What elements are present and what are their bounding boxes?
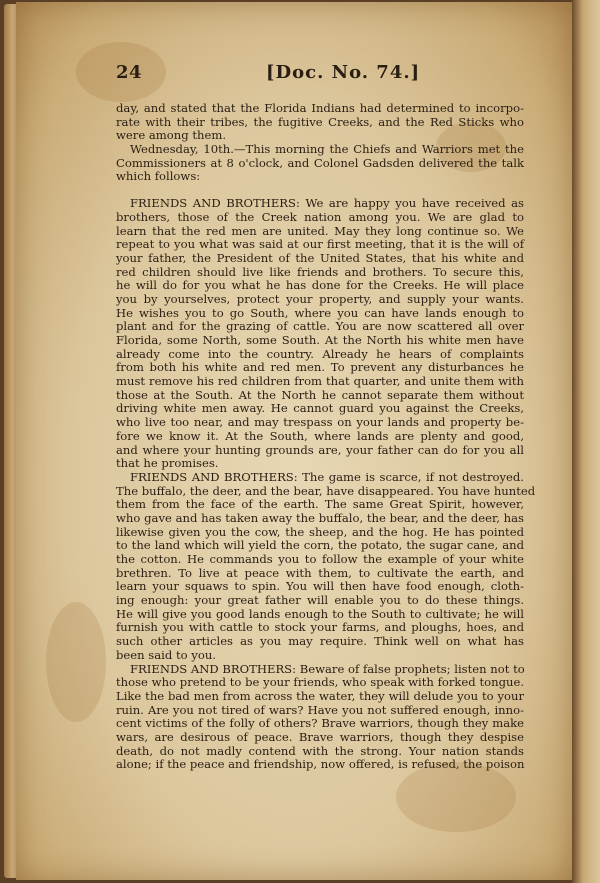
text-line: you by yourselves, protect your property, and supply your wants. [116, 291, 524, 306]
text-line: red children should live like friends and brothers. To secure this, [116, 264, 524, 279]
text-line: repeat to you what was said at our first meeting, that it is the will of [116, 237, 524, 252]
text-line: brethren. To live at peace with them, to cultivate the earth, and [116, 565, 524, 580]
text-line: and where your hunting grounds are, your father can do for you all [116, 442, 524, 457]
text-line: rate with their tribes, the fugitive Creeks, and the Red Sticks who [116, 114, 524, 129]
text-line: the cotton. He commands you to follow the example of your white [116, 552, 524, 566]
text-line: plant and for the grazing of cattle. You are now scattered all over [116, 319, 524, 334]
text-line: been said to you. [116, 647, 216, 662]
text-line: Wednesday, 10th.—This morning the Chiefs and Warriors met the [130, 142, 524, 157]
facing-page-edge [572, 0, 600, 883]
text-line: He will give you good lands enough to the South to cultivate; he will [116, 606, 524, 621]
text-line: ing enough: your great father will enable you to do these things. [116, 593, 524, 608]
text-line: who live too near, and may trespass on your lands and property be- [116, 415, 524, 430]
text-line: were among them. [116, 128, 226, 143]
text-line: Commissioners at 8 o'clock, and Colonel Gadsden delivered the talk [116, 155, 524, 170]
text-line: FRIENDS AND BROTHERS: The game is scarce, if not destroyed. [130, 469, 524, 484]
text-line: your father, the President of the United States, that his white and [116, 250, 524, 265]
text-line: day, and stated that the Florida Indians had determined to incorpo- [116, 101, 524, 115]
text-line: He wishes you to go South, where you can have lands enough to [116, 305, 524, 320]
text-line: fore we know it. At the South, where lands are plenty and good, [116, 428, 524, 443]
text-line: already come into the country. Already he hears of complaints [116, 346, 524, 361]
text-line: those at the South. At the North he cannot separate them without [116, 387, 524, 402]
text-line: such other articles as you may require. Think well on what has [116, 634, 524, 649]
text-line: driving white men away. He cannot guard you against the Creeks, [116, 401, 524, 416]
text-line: FRIENDS AND BROTHERS: We are happy you have received as [130, 196, 524, 211]
text-line: them from the face of the earth. The same Great Spirit, however, [116, 497, 524, 512]
text-line: wars, are desirous of peace. Brave warriors, though they despise [116, 729, 524, 744]
text-line: who gave and has taken away the buffalo, the bear, and the deer, has [116, 510, 524, 525]
text-line: must remove his red children from that quarter, and unite them with [116, 374, 524, 389]
text-line: alone; if the peace and friendship, now offered, is refused, the poison [116, 757, 525, 772]
text-line: learn that the red men are united. May they long continue so. We [116, 223, 524, 238]
text-line: brothers, those of the Creek nation among you. We are glad to [116, 209, 524, 224]
running-head [116, 62, 556, 84]
text-line: learn your squaws to spin. You will then have food enough, cloth- [116, 579, 524, 594]
text-line: those who pretend to be your friends, who speak with forked tongue. [116, 675, 524, 690]
text-line: likewise given you the cow, the sheep, and the hog. He has pointed [116, 524, 524, 539]
text-line: Like the bad men from across the water, they will delude you to your [116, 688, 524, 703]
text-line: death, do not madly contend with the strong. Your nation stands [116, 743, 524, 758]
text-line: to the land which will yield the corn, the potato, the sugar cane, and [116, 538, 524, 553]
text-line: The buffalo, the deer, and the bear, have disappeared. You have hunted [116, 483, 536, 498]
text-line: cent victims of the folly of others? Brave warriors, though they make [116, 716, 524, 731]
text-line: from both his white and red men. To prevent any disturbances he [116, 360, 524, 375]
document-label: [Doc. No. 74.] [266, 62, 421, 83]
text-line: FRIENDS AND BROTHERS: Beware of false prophets; listen not to [130, 661, 525, 676]
text-line: Florida, some North, some South. At the North his white men have [116, 333, 524, 347]
text-line: which follows: [116, 169, 201, 184]
text-line: he will do for you what he has done for the Creeks. He will place [116, 278, 524, 293]
text-line: furnish you with cattle to stock your farms, and ploughs, hoes, and [116, 620, 524, 635]
body-text [116, 101, 536, 772]
text-line: that he promises. [116, 456, 219, 471]
text-line: ruin. Are you not tired of wars? Have you not suffered enough, inno- [116, 702, 524, 717]
page-number: 24 [116, 62, 143, 83]
